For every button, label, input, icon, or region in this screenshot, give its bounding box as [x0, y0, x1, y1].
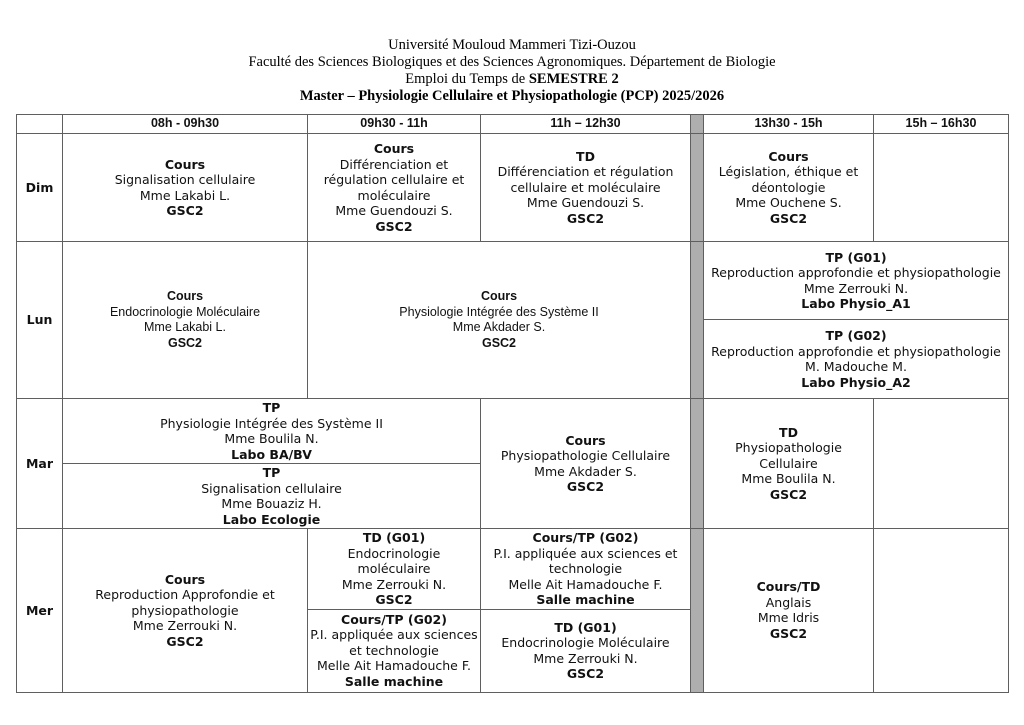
session-lun-0930-1230 — [308, 242, 691, 399]
session-type: Cours — [166, 289, 204, 303]
master-title: Master – Physiologie Cellulaire et Physiopathologie (PCP) 2025/2026 — [299, 88, 725, 104]
session-teacher: Mme Lakabi L. — [139, 187, 231, 203]
session-room: Salle machine — [344, 673, 444, 689]
session-teacher: Melle Ait Hamadouche F. — [317, 658, 471, 674]
time-header-1330: 13h30 - 15h — [704, 115, 874, 134]
session-mer-0930-g02 — [308, 609, 481, 692]
session-subject: P.I. appliquée aux sciences et technologie — [310, 627, 478, 658]
time-header-15h: 15h – 16h30 — [874, 115, 1009, 134]
session-subject: Physiologie Intégrée des Système II — [160, 415, 383, 431]
session-teacher: M. Madouche M. — [805, 359, 907, 374]
session-type: Cours/TD — [756, 579, 821, 595]
session-teacher: Mme Zerrouki N. — [341, 576, 447, 592]
session-teacher: Mme Akdader S. — [534, 463, 637, 479]
lunch-separator — [691, 399, 704, 529]
session-mer-0930-g01 — [308, 529, 481, 610]
session-lun-pm-g02 — [704, 320, 1009, 399]
session-room: GSC2 — [166, 203, 204, 218]
session-subject: Signalisation cellulaire — [201, 480, 342, 496]
session-type: TP — [262, 465, 281, 480]
time-header-row — [17, 115, 1009, 134]
day-label-dim: Dim — [17, 134, 63, 242]
session-type: TP (G01) — [825, 249, 887, 265]
session-subject: Reproduction Approfondie et physiopathologie — [95, 587, 275, 618]
session-lun-08h — [63, 242, 308, 399]
row-mar-a — [17, 399, 1009, 464]
timetable — [16, 114, 1009, 693]
session-mer-08h — [63, 529, 308, 693]
session-subject: Endocrinologie Moléculaire — [501, 635, 670, 650]
session-room: Labo Physio_A1 — [801, 296, 911, 311]
session-type: Cours — [565, 432, 606, 448]
day-label-mar: Mar — [17, 399, 63, 529]
session-room: GSC2 — [166, 633, 204, 649]
semester-line — [0, 71, 1024, 88]
time-header-11h: 11h – 12h30 — [481, 115, 691, 134]
lunch-separator — [691, 134, 704, 242]
session-teacher: Mme Boulila N. — [224, 431, 319, 446]
session-mer-11h-g01 — [481, 609, 691, 692]
session-subject: Physiopathologie Cellulaire — [500, 448, 671, 463]
session-subject: Physiologie Intégrée des Système II — [399, 304, 599, 319]
lunch-separator — [691, 242, 704, 399]
session-type: TD (G01) — [362, 530, 426, 545]
session-mar-1330 — [704, 399, 874, 529]
time-header-08h: 08h - 09h30 — [63, 115, 308, 134]
session-room: GSC2 — [769, 210, 808, 226]
session-type: Cours — [480, 289, 518, 303]
session-type: Cours — [164, 156, 206, 172]
session-room: GSC2 — [566, 479, 605, 494]
session-teacher: Mme Akdader S. — [452, 320, 546, 334]
session-teacher: Mme Lakabi L. — [144, 320, 226, 334]
session-mer-11h-g02 — [481, 529, 691, 610]
semester-prefix: Emploi du Temps de — [405, 71, 529, 87]
session-teacher: Mme Guendouzi S. — [335, 203, 453, 218]
session-room: GSC2 — [769, 486, 808, 502]
session-lun-pm-g01 — [704, 242, 1009, 320]
session-type: TP — [262, 400, 281, 415]
session-subject: Anglais — [765, 594, 812, 610]
session-teacher: Mme Guendouzi S. — [526, 195, 645, 211]
session-room: Labo Ecologie — [222, 511, 321, 527]
faculty-name: Faculté des Sciences Biologiques et des Sciences Agronomiques. Département de Biologie — [248, 54, 776, 70]
day-label-mer: Mer — [17, 529, 63, 693]
session-mar-11h — [481, 399, 691, 529]
corner-cell — [17, 115, 63, 134]
session-subject: Différenciation et régulation cellulaire et moléculaire — [497, 164, 674, 195]
session-type: Cours/TP (G02) — [532, 530, 639, 545]
session-type: TD — [779, 424, 798, 440]
session-subject: Législation, éthique et déontologie — [718, 164, 859, 195]
session-teacher: Mme Boulila N. — [741, 471, 836, 487]
empty-cell-dim-15h — [874, 134, 1009, 242]
session-type: TD — [576, 148, 595, 164]
time-header-0930: 09h30 - 11h — [308, 115, 481, 134]
empty-cell-mar-15h — [874, 399, 1009, 529]
session-type: Cours — [768, 148, 809, 164]
session-room: GSC2 — [566, 210, 605, 226]
session-teacher: Mme Zerrouki N. — [803, 280, 909, 296]
session-dim-0930 — [308, 134, 481, 242]
session-room: GSC2 — [481, 335, 517, 350]
session-subject: Différenciation et régulation cellulaire et moléculaire — [323, 156, 465, 203]
session-mar-am-tp2 — [63, 464, 481, 529]
session-mer-1330 — [704, 529, 874, 693]
session-subject: Reproduction approfondie et physiopathologie — [711, 265, 1001, 280]
session-subject: Signalisation cellulaire — [114, 172, 256, 187]
row-lun-a — [17, 242, 1009, 320]
session-teacher: Mme Ouchene S. — [735, 195, 842, 211]
session-type: Cours — [373, 141, 415, 156]
session-teacher: Mme Zerrouki N. — [132, 618, 238, 633]
day-label-lun: Lun — [17, 242, 63, 399]
session-subject: Endocrinologie moléculaire — [347, 545, 441, 576]
empty-cell-mer-15h — [874, 529, 1009, 693]
lunch-separator — [691, 529, 704, 693]
semester-label: SEMESTRE 2 — [528, 71, 619, 87]
session-teacher: Mme Idris — [757, 610, 820, 626]
session-room: Labo BA/BV — [231, 446, 312, 462]
session-type: TD (G01) — [554, 619, 617, 635]
session-subject: Physiopathologie Cellulaire — [735, 440, 842, 471]
session-type: Cours/TP (G02) — [341, 611, 447, 627]
session-type: Cours — [164, 571, 206, 587]
session-mar-am-tp1 — [63, 399, 481, 464]
session-dim-1330 — [704, 134, 874, 242]
session-room: GSC2 — [167, 335, 203, 350]
row-dim — [17, 134, 1009, 242]
session-subject: P.I. appliquée aux sciences et technologie — [493, 545, 678, 576]
session-room: GSC2 — [375, 218, 413, 234]
session-teacher: Melle Ait Hamadouche F. — [508, 576, 663, 592]
row-mer-a — [17, 529, 1009, 610]
university-name: Université Mouloud Mammeri Tizi-Ouzou — [388, 37, 636, 53]
session-subject: Reproduction approfondie et physiopathologie — [711, 343, 1001, 359]
session-room: Labo Physio_A2 — [801, 374, 911, 390]
lunch-separator — [691, 115, 704, 134]
session-teacher: Mme Zerrouki N. — [533, 650, 638, 666]
session-type: TP (G02) — [825, 328, 887, 343]
session-room: GSC2 — [769, 625, 808, 641]
session-room: GSC2 — [566, 666, 605, 681]
session-room: Salle machine — [536, 592, 635, 607]
session-teacher: Mme Bouaziz H. — [221, 496, 322, 511]
session-subject: Endocrinologie Moléculaire — [109, 304, 261, 319]
document-header — [0, 37, 1024, 105]
session-dim-11h — [481, 134, 691, 242]
session-room: GSC2 — [375, 592, 413, 607]
session-dim-08h — [63, 134, 308, 242]
